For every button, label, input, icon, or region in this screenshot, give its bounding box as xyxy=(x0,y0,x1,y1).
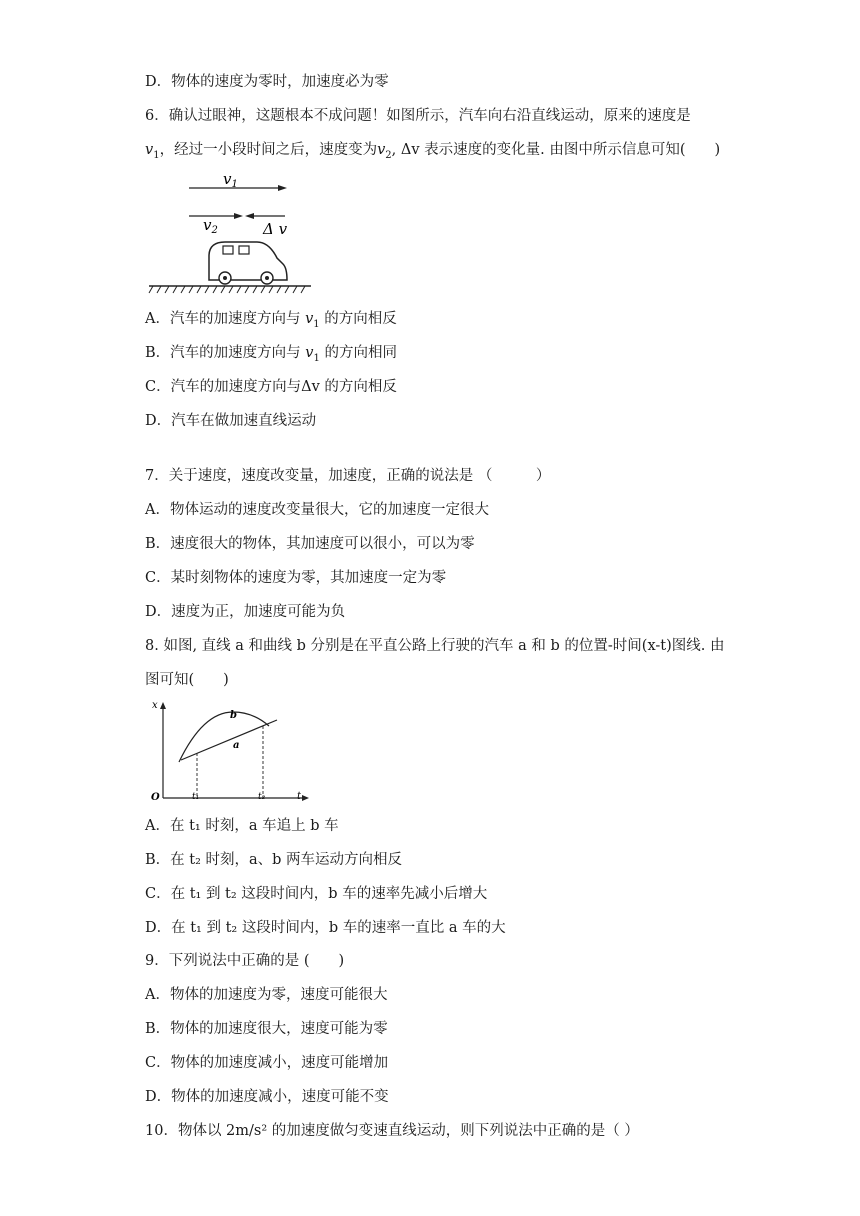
q8-stem-line1: 8. 如图, 直线 a 和曲线 b 分别是在平直公路上行驶的汽车 a 和 b 的位置-时间(x-t)图线. 由 xyxy=(145,638,725,654)
car-velocity-figure xyxy=(145,168,315,298)
q9-option-c: C．物体的加速度减小，速度可能增加 xyxy=(145,1055,389,1071)
t-axis-label: t xyxy=(297,791,302,802)
t1-label: t₁ xyxy=(192,792,200,802)
q8-stem-line2: 图可知( ) xyxy=(145,672,229,688)
q7-option-a: A．物体运动的速度改变量很大，它的加速度一定很大 xyxy=(145,502,489,518)
q9-option-d: D．物体的加速度减小，速度可能不变 xyxy=(145,1089,389,1105)
v2-label: $v_2$ xyxy=(203,216,218,236)
q8-option-a: A．在 t₁ 时刻，a 车追上 b 车 xyxy=(145,818,339,834)
q9-option-a: A．物体的加速度为零，速度可能很大 xyxy=(145,987,388,1003)
line-a-label: a xyxy=(233,740,240,751)
q6-option-a: A．汽车的加速度方向与 $v_1$ 的方向相反 xyxy=(145,311,397,330)
q6-option-b: B．汽车的加速度方向与 $v_1$ 的方向相同 xyxy=(145,345,397,364)
origin-label: O xyxy=(151,792,160,803)
curve-b xyxy=(179,712,269,762)
position-time-graph xyxy=(145,698,315,806)
q7-option-b: B．速度很大的物体，其加速度可以很小，可以为零 xyxy=(145,536,475,552)
q6-stem-line1: 6．确认过眼神，这题根本不成问题！如图所示，汽车向右沿直线运动，原来的速度是 xyxy=(145,108,691,124)
q9-stem: 9．下列说法中正确的是 ( ) xyxy=(145,953,345,969)
q7-stem: 7．关于速度，速度改变量，加速度，正确的说法是 （ ） xyxy=(145,468,551,484)
q8-option-b: B．在 t₂ 时刻，a、b 两车运动方向相反 xyxy=(145,852,403,868)
q7-option-c: C．某时刻物体的速度为零，其加速度一定为零 xyxy=(145,570,447,586)
q6-option-d: D．汽车在做加速直线运动 xyxy=(145,413,317,429)
q10-stem: 10．物体以 2m/s² 的加速度做匀变速直线运动，则下列说法中正确的是（ ） xyxy=(145,1123,639,1139)
q7-option-d: D．速度为正，加速度可能为负 xyxy=(145,604,346,620)
v1-label: $v_1$ xyxy=(223,170,238,190)
q6-option-c: C．汽车的加速度方向与Δv 的方向相反 xyxy=(145,379,397,395)
q8-option-c: C．在 t₁ 到 t₂ 这段时间内，b 车的速率先减小后增大 xyxy=(145,886,488,902)
x-axis-label: x xyxy=(152,700,158,711)
delta-v-label: Δ v xyxy=(263,220,288,238)
t2-label: t₂ xyxy=(258,792,266,802)
q6-stem-line2: $v_1$，经过一小段时间之后，速度变为$v_2$, Δv 表示速度的变化量. 由图中所示信息可知( ) xyxy=(145,142,721,161)
curve-b-label: b xyxy=(230,710,237,721)
q9-option-b: B．物体的加速度很大，速度可能为零 xyxy=(145,1021,388,1037)
q8-option-d: D．在 t₁ 到 t₂ 这段时间内，b 车的速率一直比 a 车的大 xyxy=(145,920,506,936)
q5-option-d: D．物体的速度为零时，加速度必为零 xyxy=(145,74,389,90)
